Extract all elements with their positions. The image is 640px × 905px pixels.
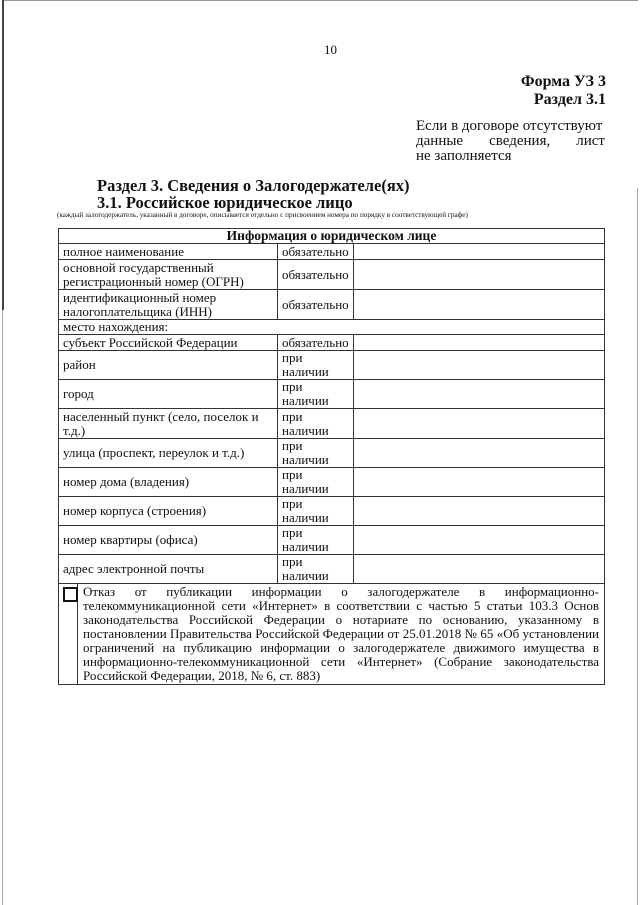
row-label: субъект Российской Федерации bbox=[59, 335, 278, 351]
scan-border-right bbox=[637, 188, 638, 905]
table-row bbox=[59, 290, 605, 320]
form-title: Форма УЗ 3 bbox=[520, 73, 606, 90]
row-requirement: при наличии bbox=[278, 351, 354, 380]
row-label: адрес электронной почты bbox=[59, 555, 278, 584]
row-label: номер дома (владения) bbox=[59, 468, 278, 497]
location-label: место нахождения: bbox=[59, 320, 605, 335]
section-note: (каждый залогодержатель, указанный в договоре, описывается отдельно с присвоением номера по порядку в соответствующей графе) bbox=[57, 211, 468, 219]
scan-border-left-lower bbox=[2, 310, 3, 905]
apartment-number-field[interactable] bbox=[354, 526, 605, 555]
row-requirement: при наличии bbox=[278, 409, 354, 439]
refusal-checkbox[interactable] bbox=[63, 587, 78, 602]
row-label: улица (проспект, переулок и т.д.) bbox=[59, 439, 278, 468]
row-label: номер корпуса (строения) bbox=[59, 497, 278, 526]
row-label: населенный пункт (село, поселок и т.д.) bbox=[59, 409, 278, 439]
table-row bbox=[59, 244, 605, 260]
row-requirement: при наличии bbox=[278, 497, 354, 526]
region-field[interactable] bbox=[354, 335, 605, 351]
house-number-field[interactable] bbox=[354, 468, 605, 497]
row-label: полное наименование bbox=[59, 244, 278, 260]
table-row bbox=[59, 320, 605, 335]
table-row bbox=[59, 380, 605, 409]
refusal-checkbox-cell bbox=[59, 584, 78, 685]
scan-border-left bbox=[2, 0, 4, 310]
inn-field[interactable] bbox=[354, 290, 605, 320]
refusal-text: Отказ от публикации информации о залогодержателе в информационно-телекоммуникационной сети «Интернет» в соответствии с частью 5 статьи 103.3 Основ законодательства Российской Федерации о нотариате по основанию, указанному в постановлении Правительства Российской Федерации от 25.01.2018 № 65 «Об установлении ограничений на публикацию информации о залогодержателе движимого имущества в информационно-телекоммуникационной сети «Интернет» (Собрание законодательства Российской Федерации, 2018, № 6, ст. 883) bbox=[78, 584, 605, 685]
table-row bbox=[59, 555, 605, 584]
row-label: основной государственный регистрационный номер (ОГРН) bbox=[59, 260, 278, 290]
table-row bbox=[59, 439, 605, 468]
row-label: номер квартиры (офиса) bbox=[59, 526, 278, 555]
full-name-field[interactable] bbox=[354, 244, 605, 260]
table-row bbox=[59, 497, 605, 526]
row-requirement: обязательно bbox=[278, 244, 354, 260]
row-requirement: обязательно bbox=[278, 290, 354, 320]
table-row bbox=[59, 409, 605, 439]
page-number: 10 bbox=[324, 42, 337, 57]
table-row bbox=[59, 335, 605, 351]
district-field[interactable] bbox=[354, 351, 605, 380]
row-requirement: при наличии bbox=[278, 439, 354, 468]
refusal-row bbox=[59, 584, 605, 685]
settlement-field[interactable] bbox=[354, 409, 605, 439]
instruction-note bbox=[416, 119, 605, 164]
instruction-line-3: не заполняется bbox=[416, 148, 512, 164]
row-requirement: при наличии bbox=[278, 526, 354, 555]
scan-border-top bbox=[2, 0, 638, 1]
row-requirement: при наличии bbox=[278, 468, 354, 497]
instruction-line-1: Если в договоре отсутствуют bbox=[416, 118, 603, 134]
row-requirement: обязательно bbox=[278, 335, 354, 351]
form-section-label: Раздел 3.1 bbox=[533, 91, 606, 108]
table-row bbox=[59, 260, 605, 290]
row-requirement: при наличии bbox=[278, 555, 354, 584]
form-header bbox=[521, 73, 606, 109]
section-title: Раздел 3. Сведения о Залогодержателе(ях) bbox=[97, 176, 410, 195]
instruction-line-2: данные сведения, лист bbox=[416, 133, 605, 149]
row-label: идентификационный номер налогоплательщика (ИНН) bbox=[59, 290, 278, 320]
ogrn-field[interactable] bbox=[354, 260, 605, 290]
row-requirement: обязательно bbox=[278, 260, 354, 290]
legal-entity-table bbox=[58, 228, 605, 685]
row-requirement: при наличии bbox=[278, 380, 354, 409]
street-field[interactable] bbox=[354, 439, 605, 468]
table-row bbox=[59, 468, 605, 497]
row-label: город bbox=[59, 380, 278, 409]
table-row bbox=[59, 351, 605, 380]
table-row bbox=[59, 526, 605, 555]
subsection-title: 3.1. Российское юридическое лицо bbox=[97, 193, 353, 212]
email-field[interactable] bbox=[354, 555, 605, 584]
row-label: район bbox=[59, 351, 278, 380]
building-number-field[interactable] bbox=[354, 497, 605, 526]
city-field[interactable] bbox=[354, 380, 605, 409]
table-header: Информация о юридическом лице bbox=[59, 229, 605, 244]
